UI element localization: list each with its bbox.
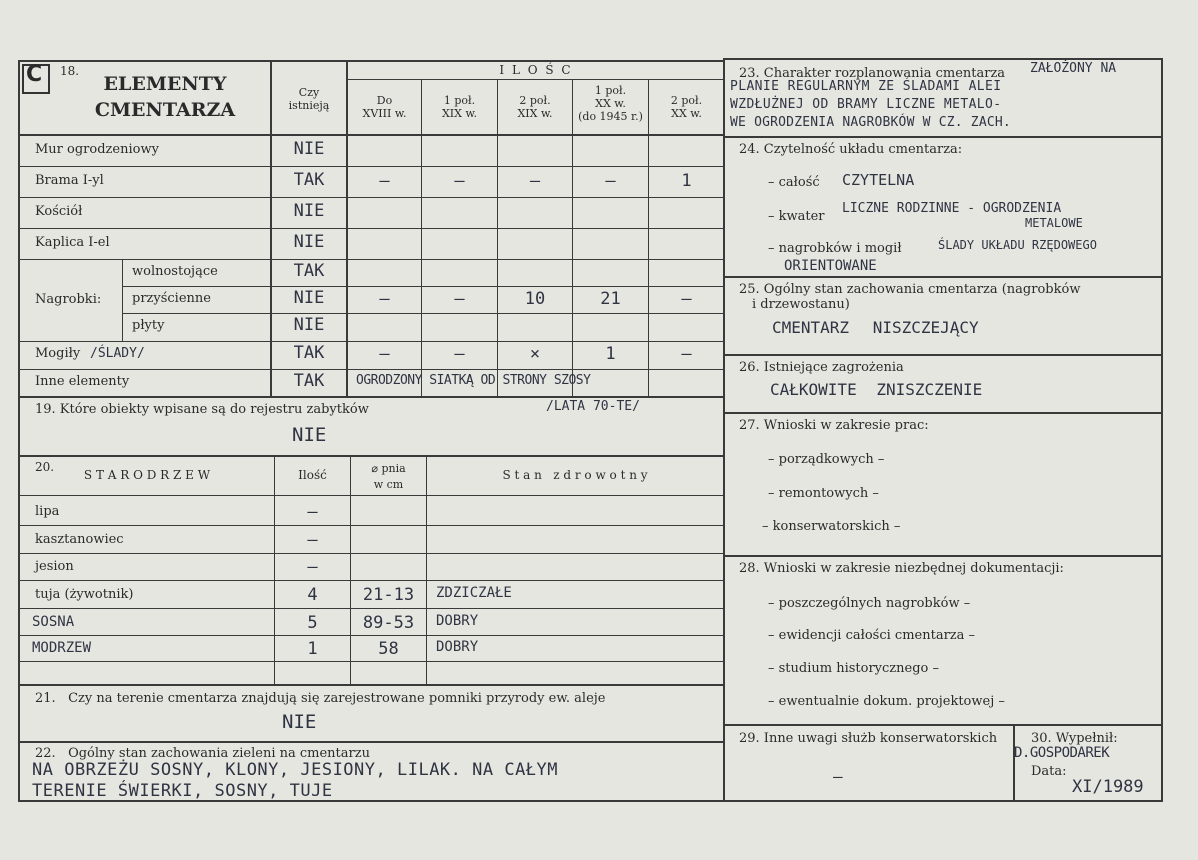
section20-number: 20. xyxy=(35,460,55,474)
section21-label: 21. Czy na terenie cmentarza znajdują się zarejestrowane pomniki przyrody ew. aleje xyxy=(35,691,606,706)
period-header-3-line-2: XIX w. xyxy=(517,107,553,120)
period-header-5-line-1: 2 poł. xyxy=(670,94,703,107)
section30-name: D.GOSPODAREK xyxy=(1014,745,1110,761)
section28-label: 28. Wnioski w zakresie niezbędnej dokumentacji: xyxy=(739,561,1064,576)
element-row-value: – xyxy=(529,171,541,191)
section24-nagrobkow-answer-2: ORIENTOWANE xyxy=(784,258,877,274)
tree-row-name: MODRZEW xyxy=(32,640,92,656)
element-row-exists: NIE xyxy=(293,288,325,308)
element-row-label: Kościół xyxy=(35,204,83,219)
section18-title-2: CMENTARZA xyxy=(94,99,236,121)
section23-answer-1: ZAŁOŻONY NA xyxy=(1030,61,1117,76)
tree-row-qty: – xyxy=(307,530,318,550)
section24-kwater-answer: LICZNE RODZINNE - OGRODZENIA xyxy=(842,201,1062,216)
section23-answer-2: PLANIE REGULARNYM ZE ŚLADAMI ALEI xyxy=(730,79,1002,94)
tree-diam-header-2: w cm xyxy=(373,478,404,491)
element-row-exists: TAK xyxy=(293,170,325,190)
tree-row-qty: – xyxy=(307,502,318,522)
element-row-value: 1 xyxy=(681,171,692,191)
element-row-label: płyty xyxy=(132,318,165,333)
tree-row-name: jesion xyxy=(35,559,74,574)
tree-row-diam: 21-13 xyxy=(362,585,415,605)
section30-date-label: Data: xyxy=(1031,764,1067,779)
section23-answer-4: WE OGRODZENIA NAGROBKÓW W CZ. ZACH. xyxy=(730,115,1011,130)
section24-label: 24. Czytelność układu cmentarza: xyxy=(739,142,963,157)
element-row-value: 1 xyxy=(605,344,616,364)
section28-item-4: – ewentualnie dokum. projektowej – xyxy=(768,694,1005,709)
section21-answer: NIE xyxy=(282,711,317,733)
period-header-3-line-1: 2 poł. xyxy=(519,94,551,107)
element-row-exists: TAK xyxy=(293,343,325,363)
period-header-2-line-1: 1 poł. xyxy=(443,94,476,107)
section27-label: 27. Wnioski w zakresie prac: xyxy=(739,418,929,433)
section24-nagrobkow: – nagrobków i mogił xyxy=(768,241,902,256)
element-row-value: – xyxy=(454,171,465,191)
tree-row-qty: – xyxy=(307,557,318,577)
section23-answer-3: WZDŁUŻNEJ OD BRAMY LICZNE METALO- xyxy=(730,97,1002,112)
tree-row-diam: 58 xyxy=(378,639,399,659)
tree-diam-header-1: ⌀ pnia xyxy=(371,462,406,475)
tree-row-qty: 4 xyxy=(307,585,318,605)
period-header-4-line-1: 1 poł. xyxy=(594,84,627,97)
section24-nagrobkow-answer: ŚLADY UKŁADU RZĘDOWEGO xyxy=(938,238,1097,252)
tree-row-qty: 5 xyxy=(307,613,318,633)
element-row-value: – xyxy=(454,344,465,364)
tree-health-header: S t a n z d r o w o t n y xyxy=(502,468,648,482)
element-row-value: – xyxy=(681,289,692,309)
element-row-value: 21 xyxy=(600,289,621,309)
element-row-label: Mur ogrodzeniowy xyxy=(35,142,159,157)
section25-answer: CMENTARZ NISZCZEJĄCY xyxy=(772,318,979,337)
section28-item-2: – ewidencji całości cmentarza – xyxy=(768,628,976,643)
element-row-exists: TAK xyxy=(293,261,325,281)
section27-item-3: – konserwatorskich – xyxy=(762,519,901,534)
nagrobki-label: Nagrobki: xyxy=(35,292,102,307)
section24-kwater: – kwater xyxy=(768,209,825,224)
tree-row-qty: 1 xyxy=(307,639,318,659)
element-row-exists: NIE xyxy=(293,139,325,159)
section28-item-3: – studium historycznego – xyxy=(768,661,939,676)
section24-calosc-answer: CZYTELNA xyxy=(842,171,915,189)
section22-label: 22. Ogólny stan zachowania zieleni na cmentarzu xyxy=(35,746,370,761)
period-header-4-line-2: XX w. xyxy=(595,97,626,110)
section25-label-1: 25. Ogólny stan zachowania cmentarza (nagrobków xyxy=(739,282,1081,297)
section18-title-1: ELEMENTY xyxy=(103,73,227,95)
section23-label: 23. Charakter rozplanowania cmentarza xyxy=(739,66,1006,81)
section27-item-2: – remontowych – xyxy=(768,486,879,501)
section30-date: XI/1989 xyxy=(1072,777,1144,797)
element-row-label: przyścienne xyxy=(132,291,211,306)
ilosc-header: I L O Ś C xyxy=(499,63,573,77)
tree-row-name: lipa xyxy=(35,504,60,519)
period-header-1-line-1: Do xyxy=(376,94,393,107)
section29-label: 29. Inne uwagi służb konserwatorskich xyxy=(739,731,998,746)
element-row-value: – xyxy=(379,289,390,309)
section18-number: 18. xyxy=(60,64,80,78)
tree-qty-header: Ilość xyxy=(298,468,327,482)
section26-label: 26. Istniejące zagrożenia xyxy=(739,360,904,375)
section30-label: 30. Wypełnił: xyxy=(1031,731,1118,746)
element-row-label: Inne elementy xyxy=(35,374,130,389)
period-header-2-line-2: XIX w. xyxy=(441,107,478,120)
element-row-value: 10 xyxy=(524,289,546,309)
section20-title: S T A R O D R Z E W xyxy=(83,468,211,482)
period-header-4-line-3: (do 1945 r.) xyxy=(578,110,643,123)
section28-item-1: – poszczególnych nagrobków – xyxy=(768,596,971,611)
exists-header-2: istnieją xyxy=(288,99,330,112)
element-row-label: Mogiły xyxy=(35,346,81,361)
tree-row-state: DOBRY xyxy=(436,613,479,629)
element-row-exists: NIE xyxy=(293,315,325,335)
section22-answer-1: NA OBRZEŻU SOSNY, KLONY, JESIONY, LILAK. NA CAŁYM xyxy=(32,760,559,780)
element-row-label: Kaplica I-el xyxy=(35,235,110,250)
tree-row-name: kasztanowiec xyxy=(35,532,124,547)
element-row-value: – xyxy=(605,171,616,191)
element-row-value: × xyxy=(529,344,541,364)
mogily-note: /ŚLADY/ xyxy=(90,346,145,361)
element-row-label: wolnostojące xyxy=(132,264,218,279)
exists-header-1: Czy xyxy=(298,86,320,99)
section-letter: C xyxy=(26,62,43,87)
element-row-value: – xyxy=(454,289,465,309)
section27-item-1: – porządkowych – xyxy=(768,452,885,467)
element-row-exists: TAK xyxy=(293,371,325,391)
inne-elementy-note: OGRODZONY SIATKĄ OD STRONY SZOSY xyxy=(356,373,591,388)
period-header-5-line-2: XX w. xyxy=(671,107,702,120)
tree-row-name: tuja (żywotnik) xyxy=(35,587,134,602)
element-row-exists: NIE xyxy=(293,201,325,221)
element-row-exists: NIE xyxy=(293,232,325,252)
tree-row-name: SOSNA xyxy=(32,614,75,630)
section22-answer-2: TERENIE ŚWIERKI, SOSNY, TUJE xyxy=(32,781,333,801)
element-row-label: Brama I-yl xyxy=(35,173,104,188)
section25-label-2: i drzewostanu) xyxy=(752,297,850,312)
section29-answer: – xyxy=(833,767,843,786)
inne-elementy-note-2: /LATA 70-TE/ xyxy=(546,399,640,414)
section19-label: 19. Które obiekty wpisane są do rejestru zabytków xyxy=(35,402,369,417)
section19-answer: NIE xyxy=(292,424,327,446)
element-row-value: – xyxy=(681,344,692,364)
element-row-value: – xyxy=(379,344,390,364)
tree-row-diam: 89-53 xyxy=(362,613,415,633)
section24-calosc: – całość xyxy=(768,175,820,190)
tree-row-state: DOBRY xyxy=(436,639,479,655)
period-header-1-line-2: XVIII w. xyxy=(362,107,407,120)
section24-kwater-answer-2: METALOWE xyxy=(1025,216,1083,230)
element-row-value: – xyxy=(379,171,390,191)
tree-row-state: ZDZICZAŁE xyxy=(436,585,512,601)
section26-answer: CAŁKOWITE ZNISZCZENIE xyxy=(770,380,983,399)
